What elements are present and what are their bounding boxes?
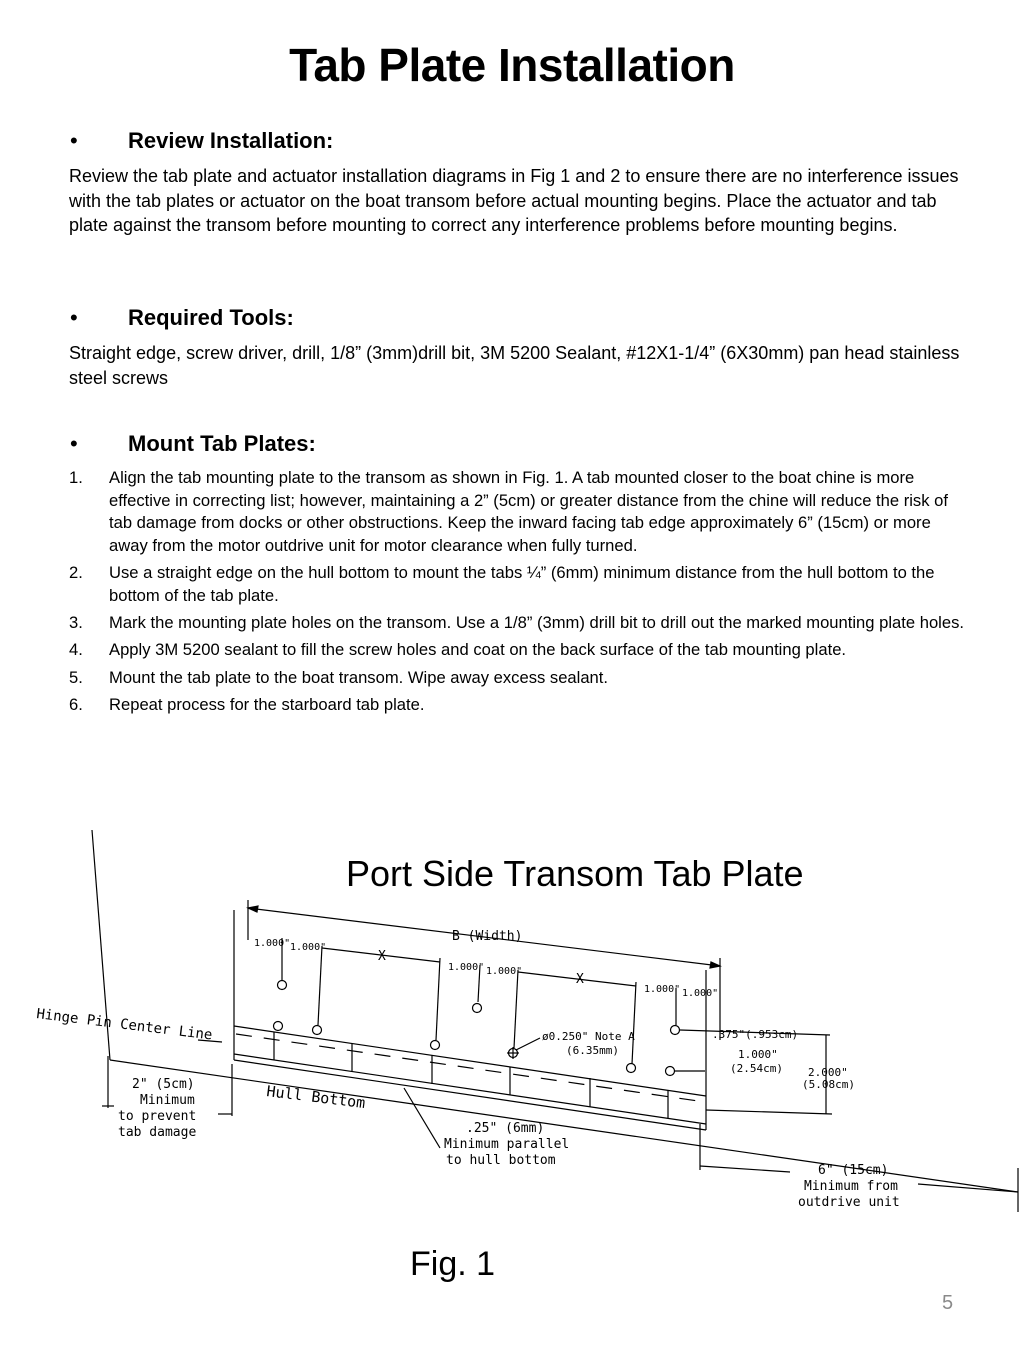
screw-holes	[274, 981, 680, 1076]
dim-label: 1.000"	[486, 966, 523, 977]
dim-label: 1.000"	[448, 962, 485, 973]
dim-2000-cm-label: (5.08cm)	[802, 1078, 855, 1091]
dim-label: 1.000"	[682, 988, 719, 999]
tools-heading-label: Required Tools:	[128, 305, 294, 330]
step-number: 1.	[69, 468, 83, 487]
dim-375-label: .375"(.953cm)	[712, 1028, 799, 1041]
step-text: Mark the mounting plate holes on the transom. Use a 1/8” (3mm) drill bit to drill out the marked mounting plate holes.	[109, 613, 964, 633]
width-label: B (Width)	[452, 929, 523, 944]
note-a-label: ø0.250" Note A	[542, 1030, 635, 1043]
tools-paragraph: Straight edge, screw driver, drill, 1/8” (3mm)drill bit, 3M 5200 Sealant, #12X1-1/4” (6X30mm) pan head stainless steel screws	[69, 343, 960, 388]
dim-label: 1.000"	[738, 1048, 778, 1061]
list-item	[69, 639, 969, 662]
min-25-label: to hull bottom	[446, 1153, 556, 1168]
step-number: 5.	[69, 667, 83, 687]
min-2in-label: tab damage	[118, 1125, 197, 1140]
plate-top-edge	[234, 1026, 706, 1096]
list-item	[69, 694, 969, 717]
page-number: 5	[942, 1292, 954, 1314]
list-item	[69, 612, 969, 635]
step-number: 6.	[69, 694, 83, 714]
review-paragraph: Review the tab plate and actuator installation diagrams in Fig 1 and 2 to ensure there are no interference issues with the tab plates or actuator on the boat transom before actual mounting begins. Place the actuator and tab plate against the transom before mounting to correct any interference problems before mounting begins.	[69, 166, 959, 235]
list-item	[69, 562, 969, 607]
list-item	[69, 667, 969, 690]
review-heading	[70, 128, 333, 154]
min-6in-label: outdrive unit	[798, 1195, 900, 1210]
bullet-icon: •	[70, 305, 78, 330]
hull-bottom-label: Hull Bottom	[265, 1082, 367, 1113]
tab-plate-diagram	[0, 820, 1024, 1240]
list-item	[69, 467, 969, 558]
bullet-icon: •	[70, 431, 78, 456]
dim-label: 1.000"	[644, 984, 681, 995]
page-title: Tab Plate Installation	[289, 39, 735, 91]
step-text: Repeat process for the starboard tab plate.	[109, 694, 425, 714]
dim-2000-label: 2.000"	[808, 1066, 848, 1079]
min-25-label: Minimum parallel	[444, 1137, 570, 1152]
x-label: X	[378, 949, 386, 964]
min-6in-label: 6" (15cm)	[818, 1163, 889, 1178]
hinge-pin-label: Hinge Pin Center Line	[35, 1006, 214, 1044]
min-2in-label: Minimum	[140, 1093, 195, 1108]
min-25-label: .25" (6mm)	[466, 1121, 545, 1136]
note-a-mm-label: (6.35mm)	[566, 1044, 619, 1057]
dim-1000-cm-label: (2.54cm)	[730, 1062, 783, 1075]
step-text: Apply 3M 5200 sealant to fill the screw holes and coat on the back surface of the tab mounting plate.	[109, 640, 847, 660]
min-6in-label: Minimum from	[804, 1179, 898, 1194]
mount-heading	[70, 431, 316, 457]
x-label: X	[576, 972, 584, 987]
step-number: 4.	[69, 640, 83, 660]
dim-label: 1.000"	[254, 938, 291, 949]
mount-heading-label: Mount Tab Plates:	[128, 431, 316, 456]
min-2in-label: to prevent	[118, 1109, 197, 1124]
figure-caption: Fig. 1	[410, 1245, 496, 1283]
figure-title: Port Side Transom Tab Plate	[346, 853, 804, 894]
step-number: 3.	[69, 613, 83, 633]
step-text: Use a straight edge on the hull bottom to mount the tabs ¼” (6mm) minimum distance from the hull bottom to the bottom of the tab plate.	[109, 563, 935, 606]
review-heading-label: Review Installation:	[128, 128, 334, 153]
step-number: 2.	[69, 563, 83, 583]
tools-heading	[70, 305, 294, 331]
step-text: Align the tab mounting plate to the transom as shown in Fig. 1. A tab mounted closer to the boat chine is more effective in correcting list; however, maintaining a 2” (5cm) or greater distance from the chine will reduce the risk of tab damage from docks or other obstructions. Keep the inward facing tab edge approximately 6” (15cm) or more away from the motor outdrive unit for motor clearance when fully turned.	[109, 468, 948, 556]
min-2in-label: 2" (5cm)	[132, 1077, 195, 1092]
dim-label: 1.000"	[290, 942, 327, 953]
step-text: Mount the tab plate to the boat transom. Wipe away excess sealant.	[109, 667, 609, 687]
mount-steps-list	[69, 467, 969, 721]
bullet-icon: •	[70, 128, 78, 153]
